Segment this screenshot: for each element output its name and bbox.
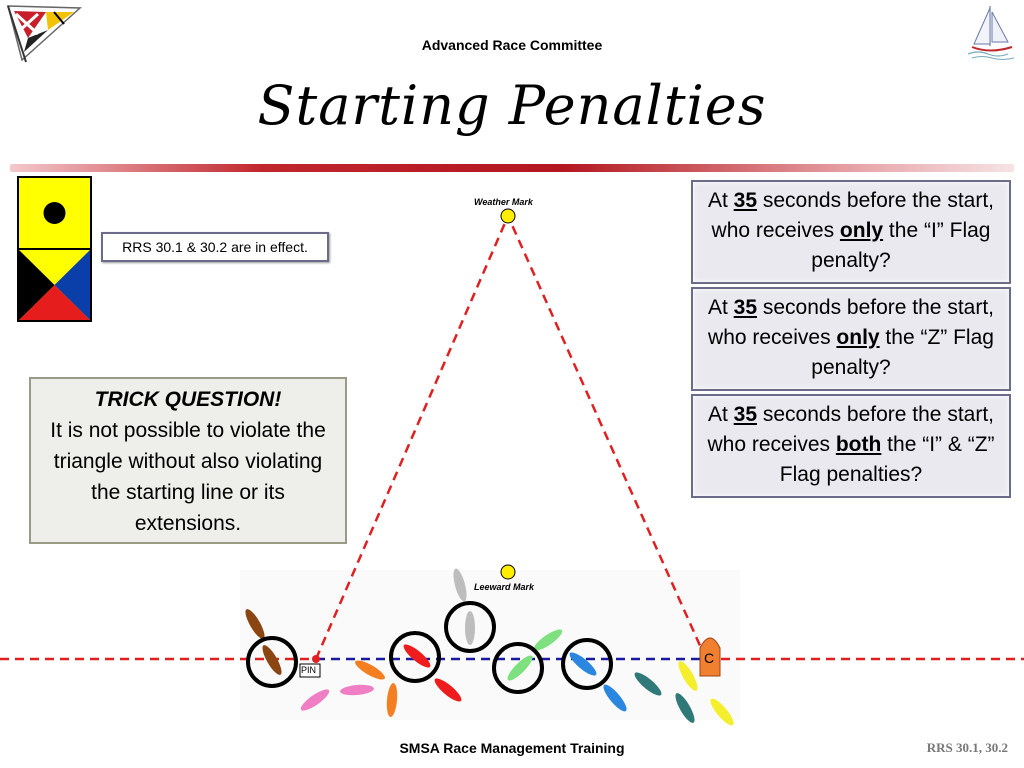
weather-mark-label: Weather Mark (474, 197, 533, 207)
question-text: seconds before the start, who receives (708, 296, 994, 349)
leeward-mark (501, 565, 515, 579)
question-seconds: 35 (733, 403, 758, 426)
footer-title: SMSA Race Management Training (399, 740, 625, 756)
question-text: seconds before the start, who receives (707, 403, 994, 456)
question-text: At (707, 189, 734, 212)
question-text: At (707, 296, 734, 319)
question-text: At (707, 403, 734, 426)
question-text: the “I” & “Z” Flag penalties? (779, 433, 995, 486)
question-seconds: 35 (733, 189, 758, 212)
title-divider (10, 164, 1014, 172)
question-keyword: both (835, 433, 882, 456)
trick-question-title: TRICK QUESTION! (94, 388, 282, 411)
sailboat-logo-icon (964, 2, 1020, 62)
committee-boat-label: C (704, 650, 715, 666)
footer-reference: RRS 30.1, 30.2 (926, 740, 1008, 755)
boat-grey-2 (465, 611, 475, 645)
burgee-logo-icon (4, 2, 84, 64)
question-keyword: only (839, 219, 884, 242)
trick-question-box (29, 377, 347, 544)
question-text: seconds before the start, who receives (711, 189, 994, 242)
weather-mark (501, 209, 515, 223)
page-title: Starting Penalties (257, 74, 767, 137)
rules-note: RRS 30.1 & 30.2 are in effect. (101, 232, 329, 262)
question-box-2 (691, 287, 1011, 391)
trick-question-body: It is not possible to violate the triangle without also violating the starting line or its extensions. (50, 419, 326, 535)
header-subtitle: Advanced Race Committee (421, 37, 603, 53)
pin-label: PIN (301, 665, 317, 675)
question-text: the “I” Flag penalty? (811, 219, 991, 272)
question-box-3 (691, 394, 1011, 498)
question-text: the “Z” Flag penalty? (811, 326, 994, 379)
question-seconds: 35 (733, 296, 758, 319)
pin-end-marker (312, 655, 320, 663)
question-keyword: only (836, 326, 880, 349)
question-box-1 (691, 180, 1011, 284)
leeward-mark-label: Leeward Mark (474, 582, 535, 592)
